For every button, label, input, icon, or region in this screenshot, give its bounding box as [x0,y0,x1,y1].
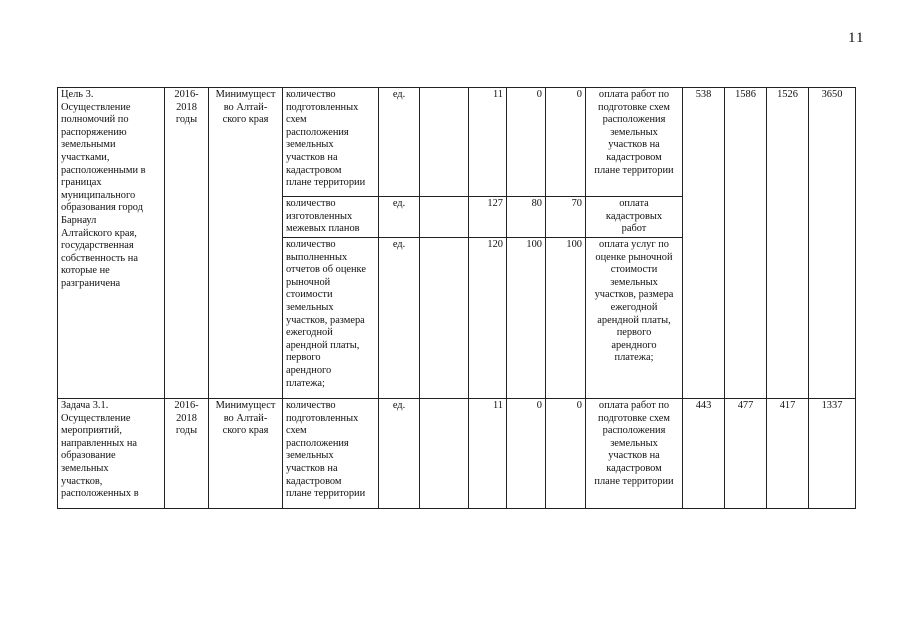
executor-cell: Минимущест во Алтай- ского края [209,399,283,509]
value-2016-cell: 11 [469,88,507,197]
table-row [58,88,856,197]
table-row [58,399,856,509]
value-2018-cell: 100 [546,238,586,399]
executor-cell: Минимущест во Алтай- ского края [209,88,283,399]
task-cell: Задача 3.1. Осуществление мероприятий, направленных на образование земельных участков, расположенных в [58,399,165,509]
page-number: 11 [848,30,865,46]
finance-2017-cell: 1586 [725,88,767,399]
value-2016-cell: 120 [469,238,507,399]
work-description-cell: оплата кадастровых работ [586,197,683,238]
base-value-cell [420,399,469,509]
work-description-cell: оплата услуг по оценке рыночной стоимости земельных участков, размера ежегодной арендной платы, первого арендного платежа; [586,238,683,399]
indicator-cell: количество изготовленных межевых планов [283,197,379,238]
value-2017-cell: 0 [507,399,546,509]
indicator-cell: количество подготовленных схем расположения земельных участков на кадастровом плане территории [283,88,379,197]
finance-2016-cell: 538 [683,88,725,399]
unit-cell: ед. [379,197,420,238]
value-2018-cell: 70 [546,197,586,238]
value-2017-cell: 80 [507,197,546,238]
period-cell: 2016- 2018 годы [165,88,209,399]
base-value-cell [420,88,469,197]
value-2017-cell: 100 [507,238,546,399]
value-2018-cell: 0 [546,88,586,197]
program-table [57,87,856,509]
finance-2018-cell: 417 [767,399,809,509]
unit-cell: ед. [379,88,420,197]
work-description-cell: оплата работ по подготовке схем расположения земельных участков на кадастровом плане территории [586,88,683,197]
base-value-cell [420,238,469,399]
value-2018-cell: 0 [546,399,586,509]
base-value-cell [420,197,469,238]
value-2017-cell: 0 [507,88,546,197]
finance-2017-cell: 477 [725,399,767,509]
period-cell: 2016- 2018 годы [165,399,209,509]
finance-2016-cell: 443 [683,399,725,509]
finance-total-cell: 3650 [809,88,856,399]
unit-cell: ед. [379,399,420,509]
unit-cell: ед. [379,238,420,399]
work-description-cell: оплата работ по подготовке схем расположения земельных участков на кадастровом плане территории [586,399,683,509]
goal-cell: Цель 3. Осуществление полномочий по распоряжению земельными участками, расположенными в границах муниципального образования город Барнаул Алтайского края, государственная собственность на которые не разграничена [58,88,165,399]
indicator-cell: количество подготовленных схем расположения земельных участков на кадастровом плане территории [283,399,379,509]
value-2016-cell: 11 [469,399,507,509]
value-2016-cell: 127 [469,197,507,238]
finance-2018-cell: 1526 [767,88,809,399]
indicator-cell: количество выполненных отчетов об оценке рыночной стоимости земельных участков, размера ежегодной арендной платы, первого арендного платежа; [283,238,379,399]
finance-total-cell: 1337 [809,399,856,509]
